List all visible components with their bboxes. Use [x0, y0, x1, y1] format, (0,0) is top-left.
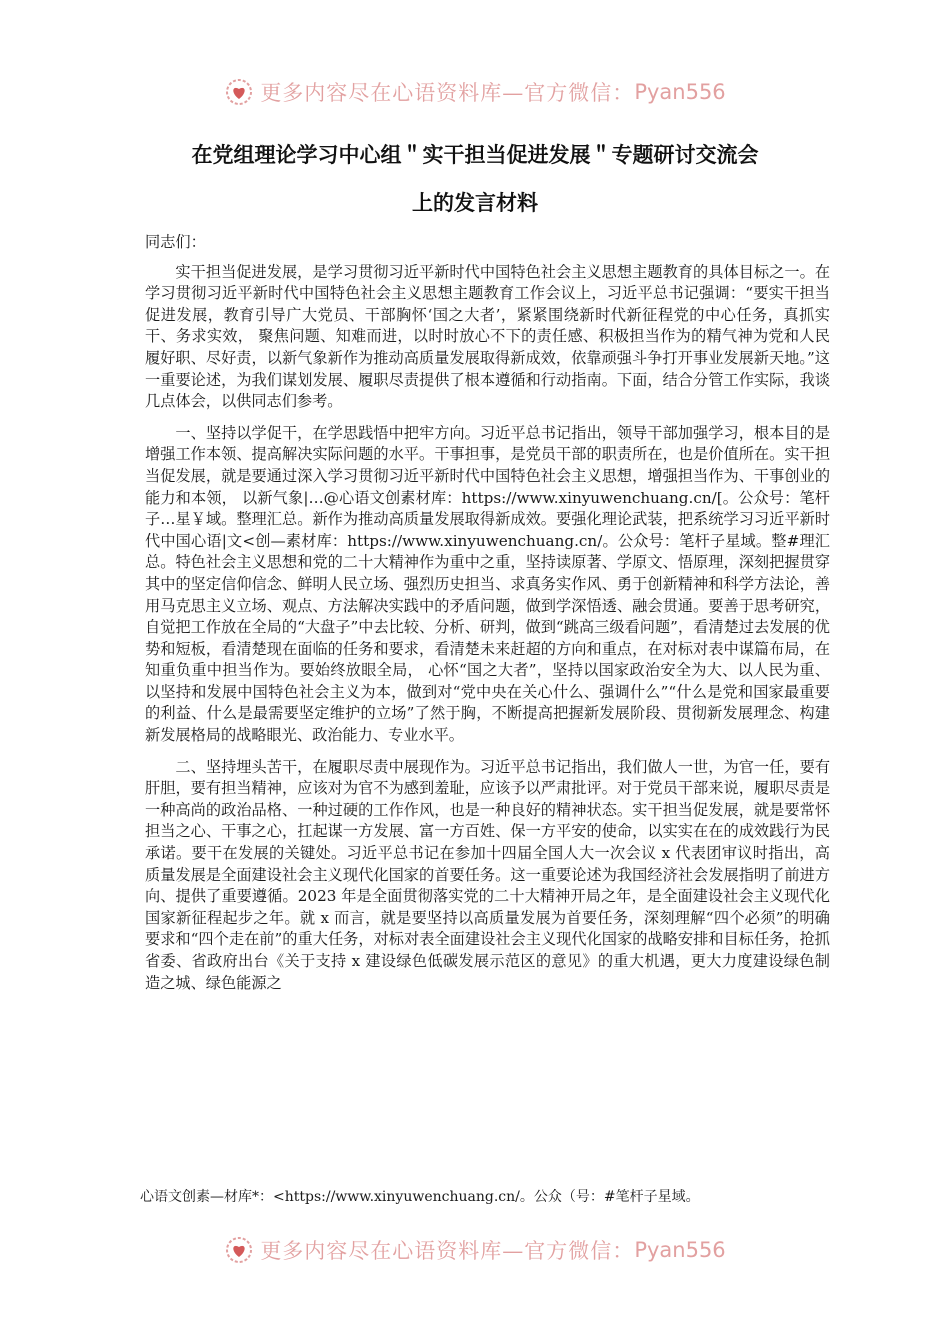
salutation: 同志们： [145, 233, 206, 251]
document-title-line2: 上的发言材料 [412, 191, 538, 215]
heart-wreath-logo-icon [224, 77, 254, 107]
paragraph-section-1: 一、坚持以学促干，在学思践悟中把牢方向。习近平总书记指出，领导干部加强学习，根本目的是增强工作本领、提高解决实际问题的水平。干事担事，是党员干部的职责所在，也是价值所在。实干担当促发展，就是要通过深入学习贯彻习近平新时代中国特色社会主义思想，增强担当作为、干事创业的能力和本领， 以新气象|…@心语文创素材库：https://www.xinyuwenchuang.cn/[。公众号：笔杆子…星￥域。整理汇总。新作为推动高质量发展取得新成效。要强化理论武装，把系统学习习近平新时代中国心语|文<创—素材库：https://www.xinyuwenchuang.cn/。公众号：笔杆子星域。整#理汇总。特色社会主义思想和党的二十大精神作为重中之重，坚持读原著、学原文、悟原理，深刻把握贯穿其中的坚定信仰信念、鲜明人民立场、强烈历史担当、求真务实作风、勇于创新精神和科学方法论，善用马克思主义立场、观点、方法解决实践中的矛盾问题，做到学深悟透、融会贯通。要善于思考研究，自觉把工作放在全局的“大盘子”中去比较、分析、研判，做到“跳高三级看问题”，看清楚过去发展的优势和短板，看清楚现在面临的任务和要求，看清楚未来赶超的方向和重点，在对标对表中谋篇布局，在知重负重中担当作为。要始终放眼全局， 心怀“国之大者”，坚持以国家政治安全为大、以人民为重、以坚持和发展中国特色社会主义为本，做到对“党中央在关心什么、强调什么”“什么是党和国家最重要的利益、什么是最需要坚定维护的立场”了然于胸，不断提高把握新发展阶段、贯彻新发展理念、构建新发展格局的战略眼光、政治能力、专业水平。 [145, 423, 830, 745]
banner-text: 更多内容尽在心语资料库—官方微信： [260, 1239, 635, 1263]
banner-text: 更多内容尽在心语资料库—官方微信： [260, 81, 635, 105]
banner-wechat-id: Pyan556 [634, 1238, 726, 1262]
heart-wreath-logo-icon [224, 1235, 254, 1265]
header-banner [0, 72, 950, 112]
paragraph-section-2: 二、坚持埋头苦干，在履职尽责中展现作为。习近平总书记指出，我们做人一世，为官一任，要有肝胆，要有担当精神，应该对为官不为感到羞耻，应该予以严肃批评。对于党员干部来说，履职尽责是一种高尚的政治品格、一种过硬的工作作风，也是一种良好的精神状态。实干担当促发展，就是要常怀担当之心、干事之心，扛起谋一方发展、富一方百姓、保一方平安的使命，以实实在在的成效践行为民承诺。要干在发展的关键处。习近平总书记在参加十四届全国人大一次会议 x 代表团审议时指出，高质量发展是全面建设社会主义现代化国家的首要任务。这一重要论述为我国经济社会发展指明了前进方向、提供了重要遵循。2023 年是全面贯彻落实党的二十大精神开局之年，是全面建设社会主义现代化国家新征程起步之年。就 x 而言，就是要坚持以高质量发展为首要任务，深刻理解“四个必须”的明确要求和“四个走在前”的重大任务，对标对表全面建设社会主义现代化国家的战略安排和目标任务，抢抓省委、省政府出台《关于支持 x 建设绿色低碳发展示范区的意见》的重大机遇，更大力度建设绿色制造之城、绿色能源之 [145, 757, 830, 992]
document-body [145, 232, 830, 1004]
paragraph-intro: 实干担当促进发展，是学习贯彻习近平新时代中国特色社会主义思想主题教育的具体目标之一。在学习贯彻习近平新时代中国特色社会主义思想主题教育工作会议上，习近平总书记强调：“要实干担当促进发展，教育引导广大党员、干部胸怀‘国之大者’，紧紧围绕新时代新征程党的中心任务，真抓实干、务求实效， 聚焦问题、知难而进，以时时放心不下的责任感、积极担当作为的精气神为党和人民履好职、尽好责，以新气象新作为推动高质量发展取得新成效，依靠顽强斗争打开事业发展新天地。”这一重要论述，为我们谋划发展、履职尽责提供了根本遵循和行动指南。下面，结合分管工作实际，我谈几点体会，以供同志们参考。 [145, 262, 830, 411]
document-title-line1: 在党组理论学习中心组＂实干担当促进发展＂专题研讨交流会 [191, 143, 759, 167]
footer-banner [0, 1230, 950, 1270]
watermark-footer-line: 心语文创素—材库*：<https://www.xinyuwenchuang.cn/。公众（号：#笔杆子星域。 [140, 1189, 700, 1205]
banner-wechat-id: Pyan556 [634, 80, 726, 104]
